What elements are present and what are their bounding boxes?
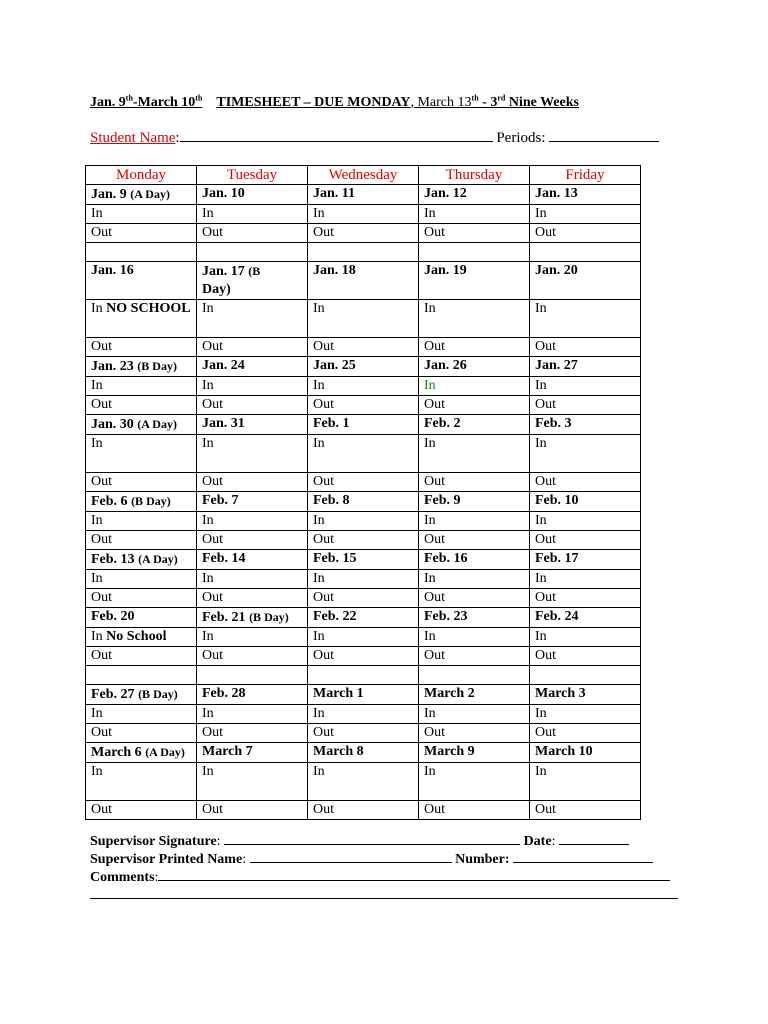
- in-time-cell[interactable]: In: [197, 300, 308, 338]
- out-time-cell[interactable]: Out: [197, 338, 308, 357]
- in-time-cell[interactable]: In: [86, 205, 197, 224]
- timesheet-table: [85, 165, 641, 820]
- in-time-cell[interactable]: In: [308, 205, 419, 224]
- in-time-cell[interactable]: In: [530, 435, 641, 473]
- in-time-cell[interactable]: In NO SCHOOL: [86, 300, 197, 338]
- in-time-cell[interactable]: In: [86, 377, 197, 396]
- blank-cell[interactable]: [308, 243, 419, 262]
- in-time-cell[interactable]: In: [308, 300, 419, 338]
- in-row: [86, 705, 641, 724]
- out-row: [86, 396, 641, 415]
- in-time-cell[interactable]: In: [530, 512, 641, 531]
- weekday-header-row: [86, 166, 641, 185]
- out-time-cell[interactable]: Out: [197, 801, 308, 820]
- blank-cell[interactable]: [530, 243, 641, 262]
- comments-field[interactable]: [158, 867, 670, 881]
- out-time-cell[interactable]: Out: [86, 338, 197, 357]
- date-field[interactable]: [559, 831, 629, 845]
- date-cell-tuesday: Feb. 14: [197, 550, 308, 570]
- blank-cell[interactable]: [86, 666, 197, 685]
- blank-row: [86, 666, 641, 685]
- date-cell-friday: Jan. 20: [530, 262, 641, 300]
- date-cell-thursday: Feb. 23: [419, 608, 530, 628]
- in-time-cell[interactable]: In: [197, 705, 308, 724]
- out-time-cell[interactable]: Out: [530, 224, 641, 243]
- out-time-cell[interactable]: Out: [419, 801, 530, 820]
- in-time-cell[interactable]: In: [530, 205, 641, 224]
- in-row: [86, 300, 641, 338]
- header-monday: Monday: [86, 166, 197, 185]
- in-row: [86, 628, 641, 647]
- out-time-cell[interactable]: Out: [197, 531, 308, 550]
- out-time-cell[interactable]: Out: [86, 473, 197, 492]
- in-time-cell[interactable]: In: [197, 435, 308, 473]
- in-time-cell[interactable]: In: [419, 205, 530, 224]
- comments-line-2: [90, 885, 678, 904]
- date-cell-wednesday: Jan. 25: [308, 357, 419, 377]
- in-row: [86, 763, 641, 801]
- date-label: Date: [520, 834, 552, 849]
- date-cell-friday: Feb. 17: [530, 550, 641, 570]
- date-row: [86, 608, 641, 628]
- in-time-cell[interactable]: In: [308, 763, 419, 801]
- date-row: [86, 550, 641, 570]
- out-time-cell[interactable]: Out: [530, 724, 641, 743]
- periods-label: Periods:: [496, 130, 550, 146]
- blank-cell[interactable]: [197, 243, 308, 262]
- supervisor-printed-name-label: Supervisor Printed Name: [90, 852, 243, 867]
- out-time-cell[interactable]: Out: [197, 724, 308, 743]
- date-cell-tuesday: Jan. 17 (B Day): [197, 262, 308, 300]
- date-cell-thursday: Jan. 12: [419, 185, 530, 205]
- in-time-cell[interactable]: In: [197, 628, 308, 647]
- out-time-cell[interactable]: Out: [197, 589, 308, 608]
- in-time-cell[interactable]: In: [419, 300, 530, 338]
- in-time-cell[interactable]: In: [308, 570, 419, 589]
- out-time-cell[interactable]: Out: [86, 647, 197, 666]
- blank-cell[interactable]: [197, 666, 308, 685]
- in-time-cell[interactable]: In: [530, 570, 641, 589]
- header-friday: Friday: [530, 166, 641, 185]
- date-cell-wednesday: Feb. 22: [308, 608, 419, 628]
- date-cell-thursday: March 2: [419, 685, 530, 705]
- in-row: [86, 205, 641, 224]
- header-tuesday: Tuesday: [197, 166, 308, 185]
- in-time-cell[interactable]: In: [419, 377, 530, 396]
- in-time-cell[interactable]: In: [530, 628, 641, 647]
- in-time-cell[interactable]: In: [308, 705, 419, 724]
- out-row: [86, 589, 641, 608]
- in-time-cell[interactable]: In: [86, 512, 197, 531]
- periods-field[interactable]: [549, 128, 659, 142]
- in-time-cell[interactable]: In: [197, 512, 308, 531]
- student-name-field[interactable]: [180, 128, 493, 142]
- in-time-cell[interactable]: In: [86, 705, 197, 724]
- date-cell-monday: Jan. 16: [86, 262, 197, 300]
- timesheet-title: [90, 93, 579, 111]
- date-cell-thursday: Jan. 26: [419, 357, 530, 377]
- date-cell-friday: Feb. 10: [530, 492, 641, 512]
- number-field[interactable]: [513, 849, 653, 863]
- out-time-cell[interactable]: Out: [86, 224, 197, 243]
- out-time-cell[interactable]: Out: [530, 396, 641, 415]
- date-cell-monday: March 6 (A Day): [86, 743, 197, 763]
- student-name-label: Student Name: [90, 130, 176, 146]
- date-cell-wednesday: Feb. 15: [308, 550, 419, 570]
- out-row: [86, 801, 641, 820]
- in-time-cell[interactable]: In: [197, 205, 308, 224]
- out-row: [86, 338, 641, 357]
- out-time-cell[interactable]: Out: [86, 396, 197, 415]
- date-cell-tuesday: Jan. 24: [197, 357, 308, 377]
- date-cell-monday: Feb. 13 (A Day): [86, 550, 197, 570]
- due-heading: TIMESHEET – DUE MONDAY, March 13th - 3rd Nine Weeks: [216, 93, 579, 110]
- date-cell-friday: March 10: [530, 743, 641, 763]
- date-row: [86, 415, 641, 435]
- in-time-cell[interactable]: In: [86, 435, 197, 473]
- in-time-cell[interactable]: In: [419, 570, 530, 589]
- blank-cell[interactable]: [419, 243, 530, 262]
- out-time-cell[interactable]: Out: [197, 473, 308, 492]
- out-time-cell[interactable]: Out: [419, 224, 530, 243]
- in-time-cell[interactable]: In: [308, 512, 419, 531]
- in-time-cell[interactable]: In: [419, 435, 530, 473]
- out-row: [86, 224, 641, 243]
- date-row: [86, 357, 641, 377]
- date-cell-wednesday: Jan. 11: [308, 185, 419, 205]
- supervisor-signature-field[interactable]: [224, 831, 520, 845]
- date-cell-tuesday: Jan. 10: [197, 185, 308, 205]
- in-time-cell[interactable]: In: [419, 628, 530, 647]
- date-cell-thursday: Feb. 16: [419, 550, 530, 570]
- date-cell-wednesday: March 1: [308, 685, 419, 705]
- in-time-cell[interactable]: In: [197, 377, 308, 396]
- out-row: [86, 647, 641, 666]
- supervisor-signature-label: Supervisor Signature: [90, 834, 217, 849]
- in-row: [86, 512, 641, 531]
- supervisor-signature-line: Supervisor Signature: Date:: [90, 831, 629, 850]
- in-time-cell[interactable]: In: [308, 435, 419, 473]
- supervisor-printed-name-line: Supervisor Printed Name: Number:: [90, 849, 653, 868]
- date-cell-wednesday: Jan. 18: [308, 262, 419, 300]
- blank-cell[interactable]: [308, 666, 419, 685]
- number-label: Number:: [451, 852, 510, 867]
- comments-line: Comments:: [90, 867, 670, 886]
- date-cell-friday: Feb. 3: [530, 415, 641, 435]
- date-cell-tuesday: Feb. 7: [197, 492, 308, 512]
- out-time-cell[interactable]: Out: [419, 589, 530, 608]
- out-time-cell[interactable]: Out: [530, 801, 641, 820]
- date-cell-thursday: Feb. 9: [419, 492, 530, 512]
- out-time-cell[interactable]: Out: [530, 647, 641, 666]
- date-cell-friday: Jan. 13: [530, 185, 641, 205]
- out-time-cell[interactable]: Out: [419, 531, 530, 550]
- in-time-cell[interactable]: In: [86, 763, 197, 801]
- out-time-cell[interactable]: Out: [530, 531, 641, 550]
- date-cell-friday: March 3: [530, 685, 641, 705]
- date-cell-tuesday: March 7: [197, 743, 308, 763]
- student-name-line: Student Name: Periods:: [90, 128, 659, 147]
- in-row: [86, 435, 641, 473]
- date-cell-wednesday: Feb. 8: [308, 492, 419, 512]
- out-time-cell[interactable]: Out: [530, 589, 641, 608]
- out-row: [86, 724, 641, 743]
- out-time-cell[interactable]: Out: [419, 473, 530, 492]
- date-cell-monday: Jan. 30 (A Day): [86, 415, 197, 435]
- date-range: Jan. 9th-March 10th: [90, 93, 203, 110]
- date-cell-tuesday: Feb. 21 (B Day): [197, 608, 308, 628]
- date-cell-friday: Feb. 24: [530, 608, 641, 628]
- out-time-cell[interactable]: Out: [308, 801, 419, 820]
- out-time-cell[interactable]: Out: [86, 801, 197, 820]
- date-cell-thursday: Feb. 2: [419, 415, 530, 435]
- in-time-cell[interactable]: In: [419, 512, 530, 531]
- header-wednesday: Wednesday: [308, 166, 419, 185]
- comments-field-2[interactable]: [90, 885, 678, 899]
- out-time-cell[interactable]: Out: [197, 647, 308, 666]
- out-row: [86, 531, 641, 550]
- in-row: [86, 377, 641, 396]
- date-row: [86, 262, 641, 300]
- in-time-cell[interactable]: In: [197, 763, 308, 801]
- out-time-cell[interactable]: Out: [308, 338, 419, 357]
- date-cell-thursday: March 9: [419, 743, 530, 763]
- blank-cell[interactable]: [86, 243, 197, 262]
- in-row: [86, 570, 641, 589]
- in-time-cell[interactable]: In No School: [86, 628, 197, 647]
- in-time-cell[interactable]: In: [530, 377, 641, 396]
- in-time-cell[interactable]: In: [86, 570, 197, 589]
- timesheet-body: [86, 185, 641, 820]
- header-thursday: Thursday: [419, 166, 530, 185]
- out-time-cell[interactable]: Out: [308, 647, 419, 666]
- date-cell-thursday: Jan. 19: [419, 262, 530, 300]
- date-cell-friday: Jan. 27: [530, 357, 641, 377]
- in-time-cell[interactable]: In: [419, 763, 530, 801]
- blank-cell[interactable]: [419, 666, 530, 685]
- out-time-cell[interactable]: Out: [419, 338, 530, 357]
- in-time-cell[interactable]: In: [197, 570, 308, 589]
- out-time-cell[interactable]: Out: [197, 224, 308, 243]
- comments-label: Comments: [90, 870, 155, 885]
- blank-row: [86, 243, 641, 262]
- date-row: [86, 685, 641, 705]
- in-time-cell[interactable]: In: [530, 763, 641, 801]
- blank-cell[interactable]: [530, 666, 641, 685]
- date-row: [86, 185, 641, 205]
- date-cell-wednesday: Feb. 1: [308, 415, 419, 435]
- out-time-cell[interactable]: Out: [419, 647, 530, 666]
- out-time-cell[interactable]: Out: [530, 338, 641, 357]
- out-time-cell[interactable]: Out: [308, 473, 419, 492]
- date-cell-monday: Feb. 20: [86, 608, 197, 628]
- out-time-cell[interactable]: Out: [308, 724, 419, 743]
- out-time-cell[interactable]: Out: [308, 531, 419, 550]
- date-row: [86, 492, 641, 512]
- in-time-cell[interactable]: In: [308, 628, 419, 647]
- out-row: [86, 473, 641, 492]
- out-time-cell[interactable]: Out: [530, 473, 641, 492]
- date-cell-monday: Feb. 6 (B Day): [86, 492, 197, 512]
- out-time-cell[interactable]: Out: [308, 589, 419, 608]
- out-time-cell[interactable]: Out: [86, 531, 197, 550]
- date-cell-tuesday: Feb. 28: [197, 685, 308, 705]
- in-time-cell[interactable]: In: [419, 705, 530, 724]
- in-time-cell[interactable]: In: [308, 377, 419, 396]
- date-cell-tuesday: Jan. 31: [197, 415, 308, 435]
- in-time-cell[interactable]: In: [530, 300, 641, 338]
- date-cell-monday: Jan. 23 (B Day): [86, 357, 197, 377]
- out-time-cell[interactable]: Out: [86, 724, 197, 743]
- date-row: [86, 743, 641, 763]
- date-cell-wednesday: March 8: [308, 743, 419, 763]
- supervisor-printed-name-field[interactable]: [250, 849, 452, 863]
- in-time-cell[interactable]: In: [530, 705, 641, 724]
- out-time-cell[interactable]: Out: [308, 396, 419, 415]
- out-time-cell[interactable]: Out: [86, 589, 197, 608]
- out-time-cell[interactable]: Out: [308, 224, 419, 243]
- out-time-cell[interactable]: Out: [197, 396, 308, 415]
- date-cell-monday: Feb. 27 (B Day): [86, 685, 197, 705]
- date-cell-monday: Jan. 9 (A Day): [86, 185, 197, 205]
- out-time-cell[interactable]: Out: [419, 724, 530, 743]
- out-time-cell[interactable]: Out: [419, 396, 530, 415]
